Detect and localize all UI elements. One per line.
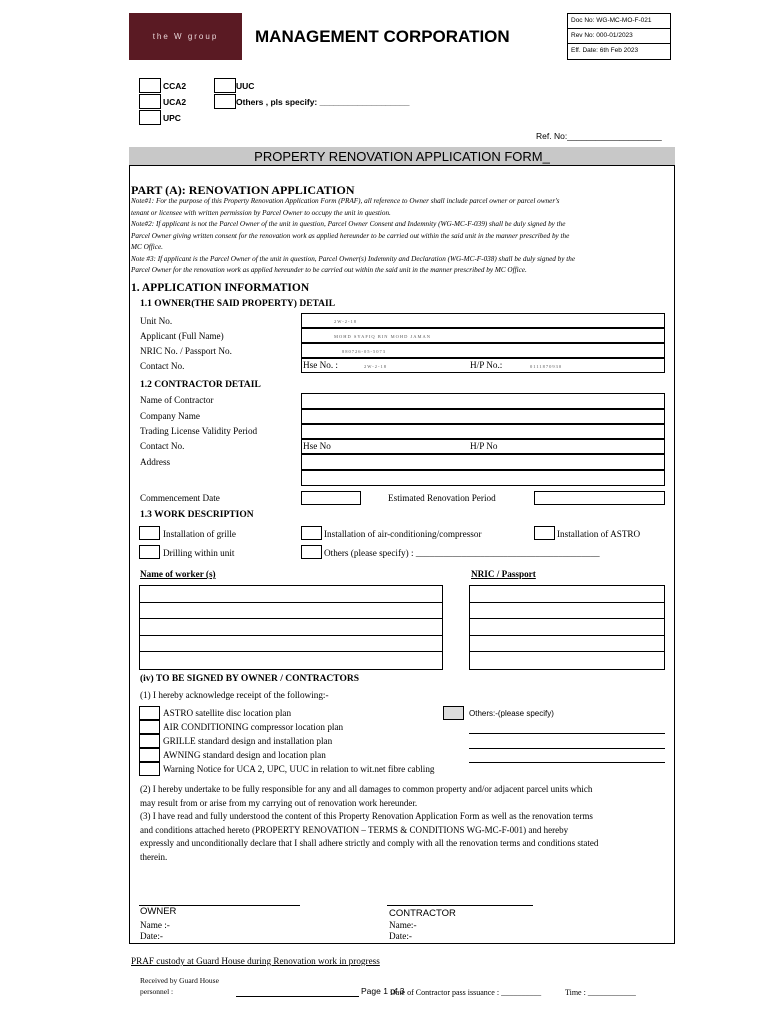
acknowledge-text: (1) I hereby acknowledge receipt of the following:-: [140, 690, 329, 700]
unit-no-label: Unit No.: [140, 316, 173, 326]
others-work-label: Others (please specify) : ________________________________________: [324, 548, 600, 558]
worker-name-row[interactable]: [140, 636, 442, 653]
work-heading: 1.3 WORK DESCRIPTION: [140, 510, 254, 520]
received-line1: Received by Guard House: [140, 976, 219, 985]
note1-line1: Note#1: For the purpose of this Property Renovation Application Form (PRAF), all reference to Owner shall include parcel owner or parcel owner's: [131, 197, 560, 205]
owner-name-label: Name :-: [140, 920, 170, 930]
part-a-heading: PART (A): RENOVATION APPLICATION: [131, 183, 355, 197]
others-work-checkbox[interactable]: [301, 545, 322, 559]
worker-nric-row[interactable]: [470, 603, 664, 620]
p2-line1: (2) I hereby undertake to be fully responsible for any and all damages to common property and/or adjacent parcel units which: [140, 784, 593, 794]
effective-date: Eff. Date: 6th Feb 2023: [571, 47, 639, 54]
grille-plan-label: GRILLE standard design and installation plan: [163, 736, 333, 746]
received-signature-line[interactable]: [236, 996, 359, 997]
logo-text: the W group: [152, 32, 219, 41]
workers-label: Name of worker (s): [140, 569, 216, 579]
astro-checkbox[interactable]: [534, 526, 555, 540]
worker-name-row[interactable]: [140, 652, 442, 669]
contractor-name-sign-label: Name:-: [389, 920, 417, 930]
drilling-label: Drilling within unit: [163, 548, 235, 558]
period-field[interactable]: [534, 491, 665, 505]
grille-checkbox[interactable]: [139, 526, 160, 540]
drilling-checkbox[interactable]: [139, 545, 160, 559]
contractor-label: CONTRACTOR: [389, 908, 456, 919]
others-unit-label: Others , pls specify: ___________________: [236, 97, 410, 107]
grille-label: Installation of grille: [163, 529, 236, 539]
astro-label: Installation of ASTRO: [557, 529, 641, 539]
revision-number: Rev No: 000-01/2023: [568, 29, 670, 44]
nric-field[interactable]: [301, 343, 665, 358]
contractor-hse-label: Hse No: [303, 441, 331, 451]
received-by-label: [140, 975, 219, 997]
astro-plan-label: ASTRO satellite disc location plan: [163, 708, 292, 718]
section1-heading: 1. APPLICATION INFORMATION: [131, 282, 310, 294]
awning-plan-label: AWNING standard design and location plan: [163, 750, 326, 760]
p3-line2: and conditions attached hereto (PROPERTY RENOVATION – TERMS & CONDITIONS WG-MC-F-001) and hereby: [140, 824, 569, 835]
contractor-heading: 1.2 CONTRACTOR DETAIL: [140, 380, 261, 390]
unit-no-field[interactable]: [301, 313, 665, 328]
hse-no-label: Hse No. :: [303, 360, 338, 370]
hse-no-value: 2W-2-18: [364, 364, 387, 369]
company-name-label: Company Name: [140, 411, 200, 421]
awning-plan-checkbox[interactable]: [139, 748, 160, 762]
address-field-2[interactable]: [301, 470, 665, 486]
others-plan-checkbox[interactable]: [443, 706, 464, 720]
cca2-label: CCA2: [163, 81, 187, 91]
others-line-2[interactable]: [469, 748, 665, 749]
others-unit-checkbox[interactable]: [214, 94, 236, 109]
pass-issuance-date: Date of Contractor pass issuance : __________: [390, 988, 542, 997]
address-label: Address: [140, 457, 171, 467]
owner-detail-heading: 1.1 OWNER(THE SAID PROPERTY) DETAIL: [140, 299, 336, 309]
note2-line2: Parcel Owner giving written consent for the renovation work as applied hereunder to be carried out within the said unit in the manner prescribed by the: [131, 231, 570, 240]
p3-line4: therein.: [140, 851, 168, 862]
page-number: Page 1 of 3: [361, 986, 405, 996]
uuc-label: UUC: [236, 81, 255, 91]
license-label: Trading License Validity Period: [140, 426, 258, 436]
worker-name-row[interactable]: [140, 619, 442, 636]
applicant-value: MOHD SYAFIQ BIN MOHD JAMAN: [334, 334, 432, 339]
company-logo: [129, 13, 242, 60]
notes: [131, 196, 671, 277]
upc-label: UPC: [163, 113, 181, 123]
worker-nric-row[interactable]: [470, 619, 664, 636]
note2-line1: Note#2: If applicant is not the Parcel Owner of the unit in question, Parcel Owner Consent and Indemnity (WG-MC-F-039) shall be duly signed by the: [131, 220, 566, 228]
contact-label: Contact No.: [140, 361, 185, 371]
doc-number: Doc No: WG-MC-MO-F-021: [568, 14, 670, 29]
worker-name-row[interactable]: [140, 586, 442, 603]
nric-label: NRIC No. / Passport No.: [140, 346, 232, 356]
note3-line2: Parcel Owner for the renovation work as applied hereunder to be carried out within the said unit in the manner prescribed by MC Office.: [131, 266, 527, 274]
document-info-box: [567, 13, 671, 60]
undertaking-paragraph: [140, 783, 670, 864]
contact-field[interactable]: [301, 358, 665, 373]
contractor-hp-label: H/P No: [470, 441, 498, 451]
aircon-plan-checkbox[interactable]: [139, 720, 160, 734]
worker-nric-row[interactable]: [470, 586, 664, 603]
note1-line2: tenant or licensee with written permission by Parcel Owner to occupy the unit in question.: [131, 208, 391, 217]
contractor-signature-line[interactable]: [387, 905, 533, 906]
worker-name-row[interactable]: [140, 603, 442, 620]
astro-plan-checkbox[interactable]: [139, 706, 160, 720]
commencement-field[interactable]: [301, 491, 361, 505]
license-field[interactable]: [301, 424, 665, 439]
applicant-label: Applicant (Full Name): [140, 331, 224, 341]
address-field-1[interactable]: [301, 454, 665, 470]
uca2-checkbox[interactable]: [139, 94, 161, 109]
pass-time: Time : ____________: [565, 988, 636, 997]
unit-no-value: 2W-2-18: [334, 319, 357, 324]
workers-nric-table[interactable]: [469, 585, 665, 670]
p3-line1: (3) I have read and fully understood the content of this Property Renovation Application Form as well as the renovation terms: [140, 811, 593, 821]
contractor-name-field[interactable]: [301, 393, 665, 409]
uca2-label: UCA2: [163, 97, 187, 107]
hp-no-label: H/P No.:: [470, 360, 503, 370]
owner-label: OWNER: [140, 906, 177, 917]
contractor-date-label: Date:-: [389, 931, 412, 941]
warning-notice-label: Warning Notice for UCA 2, UPC, UUC in relation to wit.net fibre cabling: [163, 764, 435, 774]
ref-number: Ref. No:____________________: [536, 131, 662, 141]
nric-value: 880726-05-5073: [342, 349, 386, 354]
grille-plan-checkbox[interactable]: [139, 734, 160, 748]
others-line-3[interactable]: [469, 762, 665, 763]
cca2-checkbox[interactable]: [139, 78, 161, 93]
p3-line3: expressly and unconditionally declare that I shall adhere strictly and comply with all the renovation terms and conditions stated: [140, 838, 599, 848]
contractor-contact-label: Contact No.: [140, 441, 185, 451]
workers-name-table[interactable]: [139, 585, 443, 670]
custody-note: PRAF custody at Guard House during Renovation work in progress: [131, 956, 380, 966]
contractor-contact-field[interactable]: [301, 439, 665, 454]
company-name: MANAGEMENT CORPORATION: [255, 27, 510, 46]
note3-line1: Note #3: If applicant is the Parcel Owner of the unit in question, Parcel Owner(s) Indemnity and Declaration (WG-MC-F-038) shall be duly signed by the: [131, 254, 576, 263]
workers-nric-label: NRIC / Passport: [471, 569, 536, 579]
others-line-1[interactable]: [469, 733, 665, 734]
contractor-name-label: Name of Contractor: [140, 395, 214, 405]
form-title: PROPERTY RENOVATION APPLICATION FORM_: [129, 147, 675, 166]
company-name-field[interactable]: [301, 409, 665, 424]
owner-date-label: Date:-: [140, 931, 163, 941]
aircon-plan-label: AIR CONDITIONING compressor location plan: [163, 722, 344, 732]
warning-notice-checkbox[interactable]: [139, 762, 160, 776]
p2-line2: may result from or arise from my carrying out of renovation work hereunder.: [140, 797, 418, 808]
worker-nric-row[interactable]: [470, 636, 664, 653]
aircon-label: Installation of air-conditioning/compressor: [324, 529, 482, 539]
upc-checkbox[interactable]: [139, 110, 161, 125]
received-line2: personnel :: [140, 987, 174, 996]
applicant-field[interactable]: [301, 328, 665, 343]
signed-heading: (iv) TO BE SIGNED BY OWNER / CONTRACTORS: [140, 674, 359, 684]
note2-line3: MC Office.: [131, 243, 163, 251]
uuc-checkbox[interactable]: [214, 78, 236, 93]
aircon-checkbox[interactable]: [301, 526, 322, 540]
period-label: Estimated Renovation Period: [388, 493, 496, 503]
commencement-label: Commencement Date: [140, 493, 220, 503]
others-plan-label: Others:-(please specify): [469, 709, 554, 718]
hp-no-value: 0111870930: [530, 364, 563, 369]
worker-nric-row[interactable]: [470, 652, 664, 669]
